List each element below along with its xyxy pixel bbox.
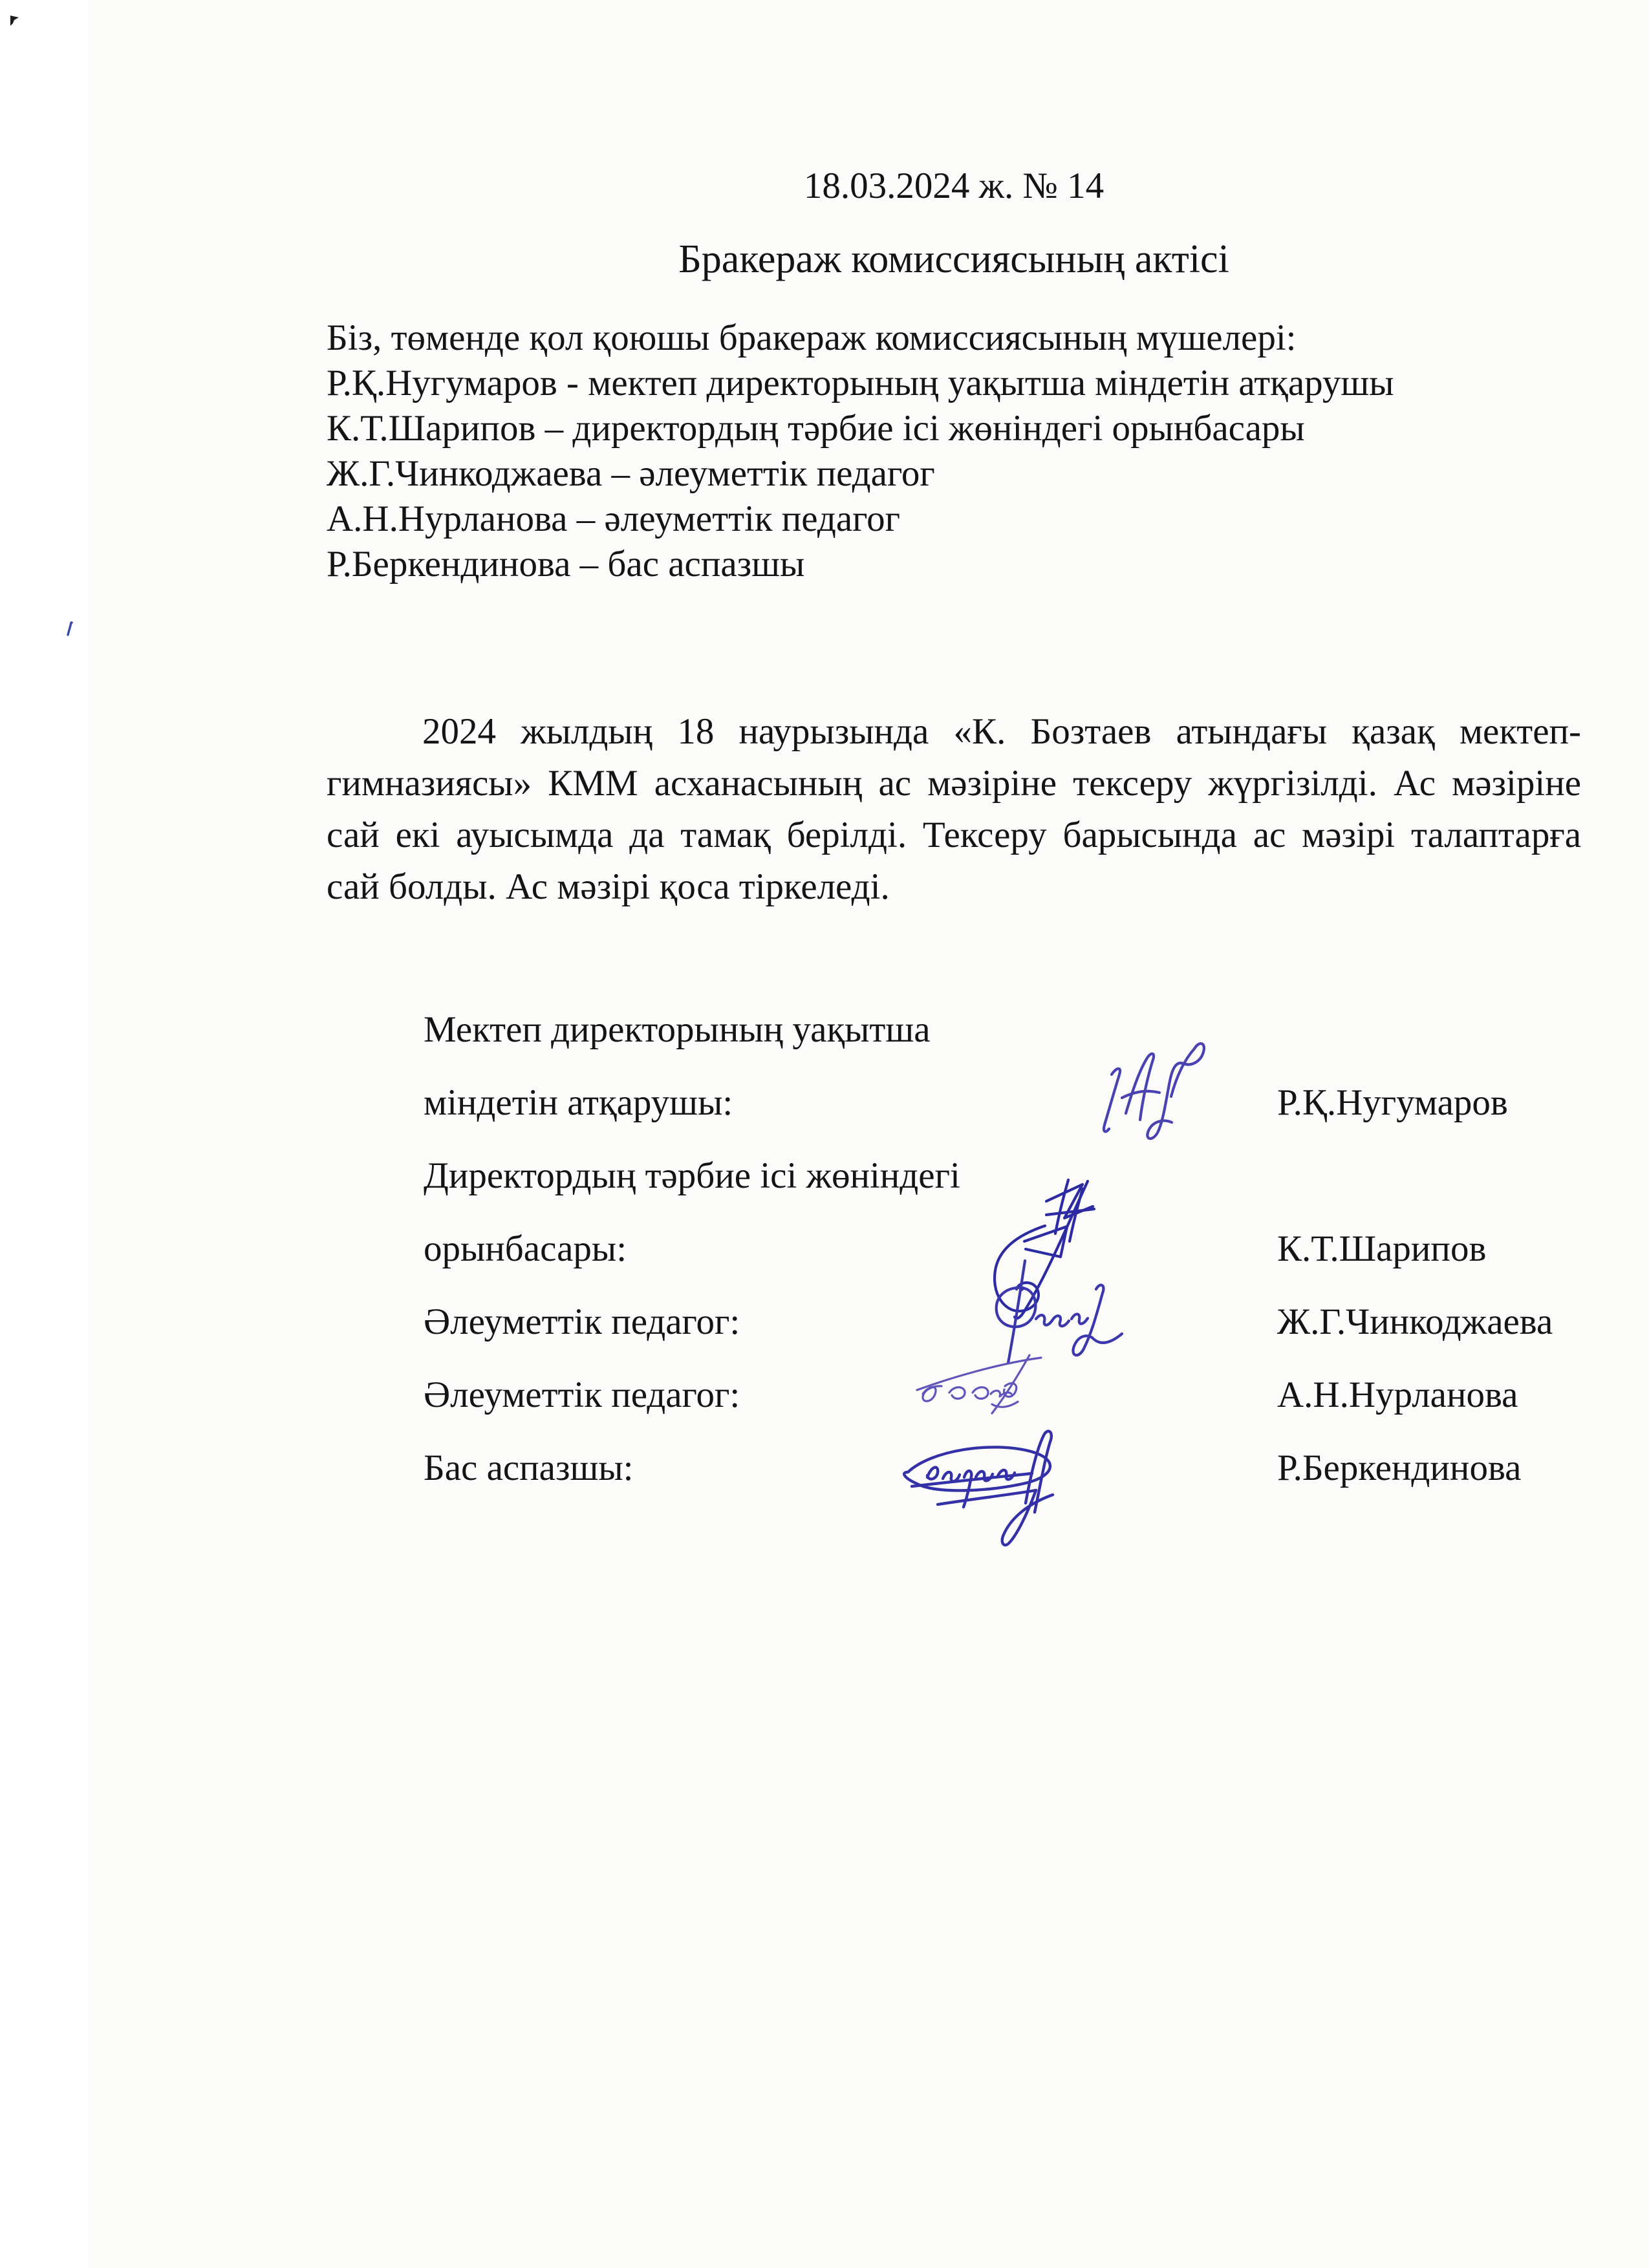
signature-ink-berkendinova xyxy=(898,1426,1069,1552)
signature-label: Директордың тәрбие ісі жөніндегі xyxy=(424,1155,960,1196)
signee-name: Р.Беркендинова xyxy=(1277,1448,1522,1488)
body-paragraph xyxy=(327,706,1581,913)
signee-name: А.Н.Нурланова xyxy=(1277,1375,1518,1415)
paragraph-line: сай болды. Ас мәзірі қоса тіркеледі. xyxy=(327,866,890,907)
paragraph-line: сай екі ауысымда да тамақ берілді. Тексеру барысында ас мәзірі талаптарға xyxy=(327,815,1581,855)
signature-label: Әлеуметтік педагог: xyxy=(424,1301,740,1342)
signature-label: Мектеп директорының уақытша xyxy=(424,1009,931,1050)
member-line: К.Т.Шарипов – директордың тәрбие ісі жөніндегі орынбасары xyxy=(327,408,1305,449)
commission-members-list xyxy=(327,316,1394,587)
signee-name: Р.Қ.Нугумаров xyxy=(1277,1082,1508,1123)
member-line: Р.Беркендинова – бас аспазшы xyxy=(327,544,805,584)
signature-label: Әлеуметтік педагог: xyxy=(424,1375,740,1415)
signature-ink-nugumarov xyxy=(1096,1034,1209,1144)
member-line: А.Н.Нурланова – әлеуметтік педагог xyxy=(327,498,900,539)
scan-artifact-ink-speck xyxy=(65,621,75,637)
member-line: Ж.Г.Чинкоджаева – әлеуметтік педагог xyxy=(327,453,935,494)
signee-name: К.Т.Шарипов xyxy=(1277,1228,1487,1269)
signature-ink-nurlanova xyxy=(913,1353,1046,1420)
members-intro-line: Біз, төменде қол қоюшы бракераж комиссиясының мүшелері: xyxy=(327,317,1297,358)
member-line: Р.Қ.Нугумаров - мектеп директорының уақытша міндетін атқарушы xyxy=(327,363,1394,403)
signature-label: міндетін атқарушы: xyxy=(424,1082,733,1123)
date-line: 18.03.2024 ж. № 14 xyxy=(803,166,1105,206)
paragraph-line: 2024 жылдың 18 наурызында «К. Бозтаев атындағы қазақ мектеп- xyxy=(422,711,1581,752)
paragraph-line: гимназиясы» КММ асханасының ас мәзіріне тексеру жүргізілді. Ас мәзіріне xyxy=(327,763,1581,804)
signature-label: орынбасары: xyxy=(424,1228,627,1269)
signee-name: Ж.Г.Чинкоджаева xyxy=(1277,1301,1553,1342)
scan-artifact-corner-mark xyxy=(9,14,21,27)
document-title: Бракераж комиссиясының актісі xyxy=(678,237,1229,281)
signature-label: Бас аспазшы: xyxy=(424,1448,634,1488)
